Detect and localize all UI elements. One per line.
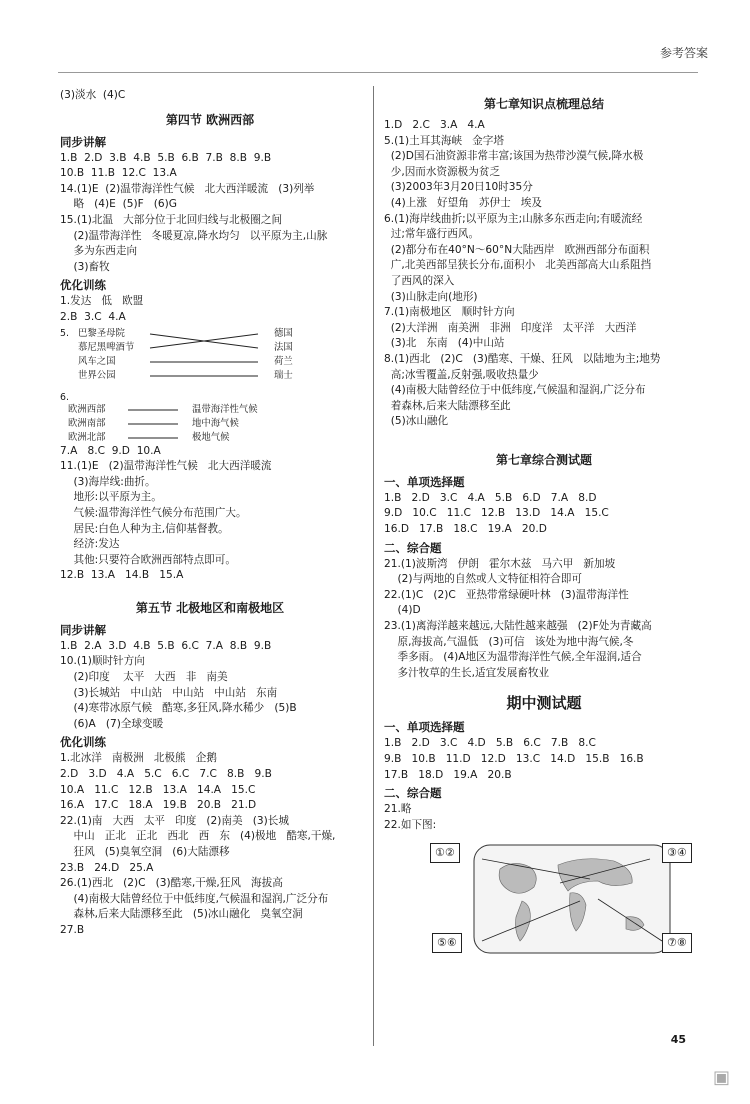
answer-line: 22.(1)C (2)C 亚热带常绿硬叶林 (3)温带海洋性 xyxy=(384,588,629,601)
match-right-item: 地中海气候 xyxy=(192,417,239,429)
page-number: 45 xyxy=(670,1033,686,1046)
answer-line: 2.B 3.C 4.A xyxy=(60,310,126,323)
match-left-item: 巴黎圣母院 xyxy=(78,327,125,339)
answer-line: 多为东西走向 xyxy=(60,245,138,258)
answer-line: 了西风的深入 xyxy=(384,274,455,287)
answers-sync-block xyxy=(60,639,360,733)
answer-line: 6.(1)海岸线曲折;以平原为主;山脉多东西走向;有暖流经 xyxy=(384,212,643,225)
answer-line: 9.D 10.C 11.C 12.B 13.D 14.A 15.C xyxy=(384,507,609,520)
answer-line: 经济:发达 xyxy=(60,538,120,551)
map-label-box: ⑦⑧ xyxy=(662,933,692,953)
watermark-logo: ▣ xyxy=(712,1067,730,1088)
answer-line: (2)与两地的自然或人文特征相符合即可 xyxy=(384,573,582,586)
intro-block xyxy=(60,88,360,104)
answer-line: 10.(1)顺时针方向 xyxy=(60,655,145,668)
answer-line: (2)印度 太平 大西 非 南美 xyxy=(60,671,228,684)
answer-line: (3)2003年3月20日10时35分 xyxy=(384,181,533,194)
section-title-polar-regions: 第五节 北极地区和南极地区 xyxy=(135,600,285,615)
answer-line: 略 (4)E (5)F (6)G xyxy=(60,198,178,211)
answers-comp-block xyxy=(384,557,704,682)
answer-line: 气候:温带海洋性气候分布范围广大。 xyxy=(60,506,247,519)
answer-line: 多汁牧草的生长,适宜发展畜牧业 xyxy=(384,666,550,679)
answer-line: (4)南极大陆曾经位于中低纬度,气候温和湿润,广泛分布 xyxy=(60,892,329,905)
answer-line: 狂风 (5)臭氧空洞 (6)大陆漂移 xyxy=(60,846,230,858)
subheading-multiple-choice: 一、单项选择题 xyxy=(384,474,465,489)
answer-line: 27.B xyxy=(60,923,85,936)
answer-line: 10.A 11.C 12.B 13.A 14.A 15.C xyxy=(60,783,256,796)
map-label-box: ①② xyxy=(430,843,460,863)
answer-line: (4)寒带冰原气候 酷寒,多狂风,降水稀少 (5)B xyxy=(60,702,297,715)
answer-line: (2)温带海洋性 冬暖夏凉,降水均匀 以平原为主,山脉 xyxy=(60,229,328,242)
answer-line: 1.B 2.D 3.C 4.A 5.B 6.D 7.A 8.D xyxy=(384,491,597,504)
answer-line: (4)上涨 好望角 苏伊士 埃及 xyxy=(384,196,542,209)
answer-line: 原,海拔高,气温低 (3)可信 该处为地中海气候,冬 xyxy=(384,635,634,648)
answer-line: 2.D 3.D 4.A 5.C 6.C 7.C 8.B 9.B xyxy=(60,768,272,781)
matching-question-6 xyxy=(60,388,360,443)
world-map-figure xyxy=(430,839,730,959)
match-right-item: 德国 xyxy=(274,327,293,339)
answer-line: 11.(1)E (2)温带海洋性气候 北大西洋暖流 xyxy=(60,460,272,473)
match-left-item: 欧洲西部 xyxy=(68,403,106,415)
answer-line: 14.(1)E (2)温带海洋性气候 北大西洋暖流 (3)列举 xyxy=(60,182,315,195)
answer-line: 1.北冰洋 南极洲 北极熊 企鹅 xyxy=(60,752,217,765)
answers-mc-block xyxy=(384,736,704,783)
matching-question-5 xyxy=(60,326,360,388)
answer-line: 15.(1)北温 大部分位于北回归线与北极圈之间 xyxy=(60,213,283,226)
answer-line: 1.B 2.D 3.B 4.B 5.B 6.B 7.B 8.B 9.B xyxy=(60,151,272,164)
answer-line: 广,北美西部呈狭长分布,面积小 北美西部高大山系阻挡 xyxy=(384,259,652,272)
answer-line: 地形:以平原为主。 xyxy=(60,491,162,504)
answer-line: 1.B 2.D 3.C 4.D 5.B 6.C 7.B 8.C xyxy=(384,737,596,750)
map-label-box: ③④ xyxy=(662,843,692,863)
answers-opt-block xyxy=(60,444,360,584)
subheading-sync-lecture: 同步讲解 xyxy=(60,622,106,637)
answer-line: 1.发达 低 欧盟 xyxy=(60,295,144,308)
column-divider xyxy=(373,86,374,1046)
answer-line: (4)D xyxy=(384,604,421,617)
match-right-item: 法国 xyxy=(274,341,293,353)
answers-mc-block xyxy=(384,491,704,538)
answer-line: (3)山脉走向(地形) xyxy=(384,290,478,303)
match-right-item: 荷兰 xyxy=(274,355,293,367)
answer-line: (3)北 东南 (4)中山站 xyxy=(384,337,505,350)
subheading-comprehensive: 二、综合题 xyxy=(384,786,442,801)
answer-line: 其他:只要符合欧洲西部特点即可。 xyxy=(60,553,236,566)
answer-line: (3)淡水 (4)C xyxy=(60,89,126,101)
match-right-item: 极地气候 xyxy=(192,431,230,443)
answer-line: 22.如下图: xyxy=(384,818,437,831)
subheading-optimized-training: 优化训练 xyxy=(60,278,106,293)
right-column xyxy=(384,88,704,959)
match-right-item: 温带海洋性气候 xyxy=(192,403,258,415)
answer-line: 23.(1)离海洋越来越远,大陆性越来越强 (2)F处为青藏高 xyxy=(384,620,652,633)
map-label-box: ⑤⑥ xyxy=(432,933,462,953)
answer-line: 9.B 10.B 11.D 12.D 13.C 14.D 15.B 16.B xyxy=(384,753,644,765)
answer-line: 季多雨。 (4)A地区为温带海洋性气候,全年湿润,适合 xyxy=(384,651,642,664)
answers-sync-block xyxy=(60,151,360,276)
answer-line: (2)都分布在40°N～60°N大陆西岸 欧洲西部分布面积 xyxy=(384,243,650,256)
header-rule xyxy=(58,72,698,73)
match-left-item: 欧洲南部 xyxy=(68,417,106,429)
chapter7-test-title: 第七章综合测试题 xyxy=(495,452,592,467)
page-header-label: 参考答案 xyxy=(659,46,708,60)
answers-comp-block xyxy=(384,802,704,833)
answer-line: 中山 正北 正北 西北 西 东 (4)极地 酷寒,干燥, xyxy=(60,830,336,843)
answer-line: 16.D 17.B 18.C 19.A 20.D xyxy=(384,523,547,536)
answer-line: 17.B 18.D 19.A 20.B xyxy=(384,768,512,781)
answer-line: 居民:白色人种为主,信仰基督教。 xyxy=(60,522,229,535)
answer-line: 高;冰雪覆盖,反射强,吸收热量少 xyxy=(384,368,539,381)
midterm-test-title: 期中测试题 xyxy=(506,694,582,713)
answer-line: 26.(1)西北 (2)C (3)酷寒,干燥,狂风 海拔高 xyxy=(60,877,283,890)
answers-opt-block xyxy=(60,294,360,325)
answer-line: 21.略 xyxy=(384,803,412,816)
answer-line: (3)畜牧 xyxy=(60,260,110,273)
answer-line: 21.(1)波斯湾 伊朗 霍尔木兹 马六甲 新加坡 xyxy=(384,557,616,570)
answer-line: 7.(1)南极地区 顺时针方向 xyxy=(384,306,515,319)
answer-line: 23.B 24.D 25.A xyxy=(60,861,154,874)
match-number: 5. xyxy=(60,327,69,339)
subheading-multiple-choice: 一、单项选择题 xyxy=(384,720,465,735)
answers-opt-block xyxy=(60,751,360,938)
answer-line: (2)D国石油资源非常丰富;该国为热带沙漠气候,降水极 xyxy=(384,150,644,163)
match-left-item: 风车之国 xyxy=(78,355,116,367)
match-left-item: 世界公园 xyxy=(78,369,116,381)
answer-line: 16.A 17.C 18.A 19.B 20.B 21.D xyxy=(60,799,257,812)
section-title-europe-west: 第四节 欧洲西部 xyxy=(165,112,255,127)
answer-line: 7.A 8.C 9.D 10.A xyxy=(60,444,161,457)
subheading-comprehensive: 二、综合题 xyxy=(384,540,442,555)
matching-lines xyxy=(126,388,186,450)
answer-line: 12.B 13.A 14.B 15.A xyxy=(60,569,184,582)
answer-line: (3)长城站 中山站 中山站 中山站 东南 xyxy=(60,686,278,699)
match-right-item: 瑞士 xyxy=(274,369,293,381)
answer-line: 森林,后来大陆漂移至此 (5)冰山融化 臭氧空洞 xyxy=(60,908,303,921)
match-left-item: 欧洲北部 xyxy=(68,431,106,443)
match-left-item: 慕尼黑啤酒节 xyxy=(78,341,135,353)
answer-line: 10.B 11.B 12.C 13.A xyxy=(60,167,177,180)
chapter7-summary-title: 第七章知识点梳理总结 xyxy=(483,97,604,111)
answer-line: 1.B 2.A 3.D 4.B 5.B 6.C 7.A 8.B 9.B xyxy=(60,639,272,652)
match-number: 6. xyxy=(60,391,69,403)
answer-line: 22.(1)南 大西 太平 印度 (2)南美 (3)长城 xyxy=(60,814,289,827)
answer-line: 着森林,后来大陆漂移至此 xyxy=(384,399,511,412)
subheading-sync-lecture: 同步讲解 xyxy=(60,134,106,149)
answer-line: 8.(1)西北 (2)C (3)酷寒、干燥、狂风 以陆地为主;地势 xyxy=(384,352,661,365)
matching-lines xyxy=(148,326,268,388)
answer-line: 少,因而水资源极为贫乏 xyxy=(384,165,501,178)
answer-line: (5)冰山融化 xyxy=(384,415,449,428)
answer-line: 5.(1)土耳其海峡 金字塔 xyxy=(384,134,504,147)
answer-line: 过;常年盛行西风。 xyxy=(384,228,480,241)
answer-line: (2)大洋洲 南美洲 非洲 印度洋 太平洋 大西洋 xyxy=(384,321,637,334)
answers-summary-block xyxy=(384,118,704,430)
answer-line: (4)南极大陆曾经位于中低纬度,气候温和湿润,广泛分布 xyxy=(384,384,646,397)
answer-line: (6)A (7)全球变暖 xyxy=(60,717,164,730)
answer-line: 1.D 2.C 3.A 4.A xyxy=(384,119,485,131)
answer-line: (3)海岸线:曲折。 xyxy=(60,475,156,488)
left-column xyxy=(60,88,360,939)
subheading-optimized-training: 优化训练 xyxy=(60,735,106,750)
